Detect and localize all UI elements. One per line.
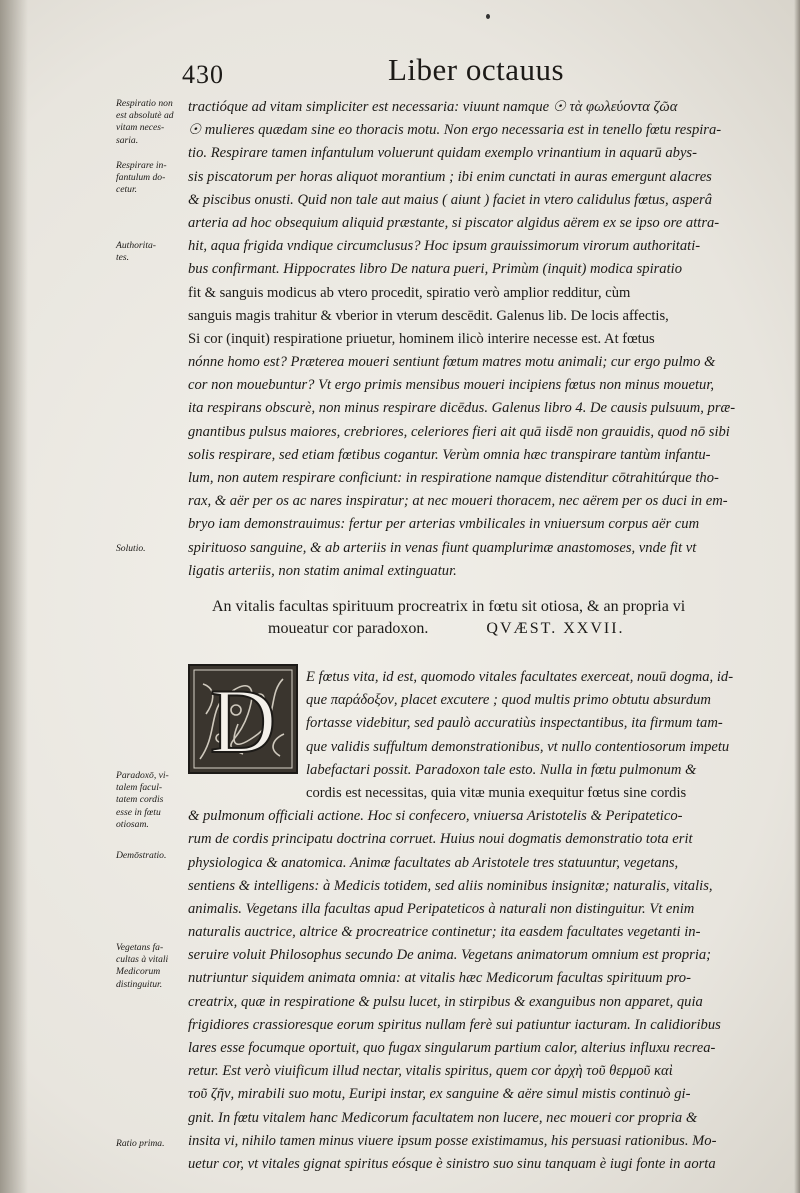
text-line: frigidiores crassioresque eorum spiritus nullam ferè sui patiuntur iacturam. In calidioribus (188, 1016, 721, 1033)
text-line: naturalis auctrice, altrice & procreatrice continetur; ita easdem facultates vegetanti in- (188, 924, 701, 941)
text-line: ligatis arteriis, non statim animal extinguatur. (188, 562, 457, 579)
sidenote-line: Medicorum (116, 966, 161, 978)
sidenote-line: vitam neces- (116, 122, 165, 134)
gutter-shadow (0, 0, 28, 1193)
sidenote-line: tatem cordis (116, 794, 164, 806)
sidenote-line: est absolutè ad (116, 110, 174, 122)
text-line: uetur cor, vt vitales gignat spiritus eósque è sinistro suo sinu tanquam è iugi fonte in aorta (188, 1155, 716, 1172)
sidenote-line: Ratio prima. (116, 1138, 165, 1149)
sidenote-line: talem facul- (116, 782, 163, 794)
text-line: retur. Est verò viuificum illud nectar, vitalis spiritus, quem cor ἀρχὴ τοῦ θερμοῦ καὶ (188, 1063, 673, 1080)
text-line: τοῦ ζῆν, mirabili suo motu, Euripi instar, ex sanguine & aëre simul mistis continuò gi- (188, 1086, 691, 1103)
text-line: sanguis magis trahitur & vberior in vterum descēdit. Galenus lib. De locis affectis, (188, 307, 669, 324)
text-line: que validis suffultum demonstrationibus, vt nullo contentiosorum impetu (306, 738, 730, 755)
text-line: animalis. Vegetans illa facultas apud Peripateticos à naturali non distinguitur. Vt enim (188, 900, 695, 917)
text-line: hit, aqua frigida vndique circumclusus? Hoc ipsum grauissimorum virorum authoritati- (188, 238, 701, 255)
text-line: creatrix, quæ in respiratione & pulsu lucet, in stirpibus & exanguibus non apparet, quia (188, 993, 703, 1010)
sidenote-line: Respirare in- (116, 160, 167, 171)
text-line: sentiens & intelligens: à Medicis totidem, sed aliis nominibus insignitæ; naturalis, vitalis, (188, 877, 713, 894)
text-line: que παράδοξον, placet excutere ; quod multis primo obtutu absurdum (306, 692, 711, 709)
text-line: gnantibus pulsus maiores, crebriores, celeriores fieri ait quā iisdē non grauidis, quod nō sibi (188, 423, 730, 440)
text-line: tractióque ad vitam simpliciter est necessaria: viuunt namque ☉ τὰ φωλεύοντα ζῶα (188, 99, 678, 115)
sidenote-paradoxon (116, 770, 184, 831)
text-line: ☉ mulieres quædam sine eo thoracis motu. Non ergo necessaria est in tenello fœtu respira- (188, 122, 722, 139)
sidenote-line: esse in fœtu (116, 806, 161, 818)
text-line: & pulmonum officiali actione. Hoc si confecero, vniuersa Aristotelis & Peripatetico- (188, 808, 683, 825)
sidenote-vegetans (116, 942, 184, 991)
section-2-text (188, 666, 788, 1176)
sidenote-line: tes. (116, 252, 130, 264)
text-line: solis respirare, sed etiam fœtibus cogantur. Verùm omnia hæc transpirare tantùm infantu- (188, 446, 711, 463)
text-line: cordis est necessitas, quia vitæ munia exequitur fœtus sine cordis (306, 784, 687, 801)
dropcap-letter: D (209, 670, 277, 772)
sidenote-line: Authorita- (116, 240, 156, 251)
text-line: physiologica & anatomica. Animæ facultates ab Aristotele tres statuuntur, vegetans, (188, 854, 679, 871)
sidenote-line: Respiratio non (116, 98, 173, 109)
text-line: bryo iam demonstrauimus: fertur per arterias vmbilicales in vniuersum corpus aër cum (188, 516, 700, 533)
text-line: ita respirans obscurè, non minus respirare dicēdus. Galenus libro 4. De causis pulsuum, præ- (188, 400, 736, 417)
text-line: rum de cordis principatu doctrina corruet. Huius noui dogmatis demonstratio tota erit (188, 831, 693, 848)
running-title: Liber octauus (388, 52, 565, 87)
question-heading (188, 596, 788, 640)
text-line: fortasse videbitur, sed paulò accuratiùs inspectantibus, ita firmum tam- (306, 715, 723, 732)
sidenote-demonstratio (116, 850, 184, 862)
text-line: tio. Respirare tamen infantulum voluerunt quidam exemplo vrinantium in aquarū abys- (188, 145, 697, 162)
sidenote-line: fantulum do- (116, 172, 166, 184)
page-number: 430 (182, 60, 224, 89)
section-1-text (188, 96, 788, 583)
text-line: cor non mouebuntur? Vt ergo primis mensibus moueri incipiens fœtus non minus mouetur, (188, 377, 715, 394)
page-edge-shadow (794, 0, 800, 1193)
text-line: nónne homo est? Præterea moueri sentiunt fœtum matres motu animali; cur ergo pulmo & (188, 354, 716, 371)
sidenote-line: otiosam. (116, 818, 149, 830)
sidenote-line: Vegetans fa- (116, 942, 164, 953)
sidenote-line: cultas à vitali (116, 954, 169, 966)
text-line: lum, non autem respirare conficiunt: in respiratione namque distenditur cōtrahitúrque tho- (188, 470, 719, 486)
text-line: seruire voluit Philosophus secundo De anima. Vegetans animatorum omnium est propria; (188, 947, 712, 964)
text-line: fit & sanguis modicus ab vtero procedit, spiratio verò amplior redditur, cùm (188, 284, 631, 301)
sidenote-respiratio (116, 98, 184, 147)
text-line: nutriuntur siquidem animata omnia: at vitalis hæc Medicorum facultas spirituum pro- (188, 970, 691, 987)
sidenote-line: Demōstratio. (116, 850, 167, 861)
sidenote-solutio (116, 543, 184, 555)
question-number: QVÆST. XXVII. (486, 620, 625, 637)
ink-spot (486, 14, 490, 19)
sidenote-respirare (116, 160, 184, 197)
text-line: sis piscatorum per horas aliquot morantium ; ibi enim cunctati in auras emergunt alacres (188, 168, 712, 185)
sidenote-line: Solutio. (116, 543, 146, 554)
question-title-line: moueatur cor paradoxon. (268, 620, 429, 637)
text-line: Si cor (inquit) respiratione priuetur, hominem ilicò interire necesse est. At fœtus (188, 330, 655, 347)
sidenote-ratio-prima (116, 1138, 184, 1150)
sidenote-line: distinguitur. (116, 978, 163, 990)
text-line: lares esse focumque oportuit, quo fugax singularum partium calor, alterius influxu recrea- (188, 1040, 716, 1056)
page-header (0, 52, 800, 98)
question-title-line: An vitalis facultas spirituum procreatrix in fœtu sit otiosa, & an propria vi (212, 598, 686, 615)
sidenote-line: Paradoxō, vi- (116, 770, 169, 781)
text-line: gnit. In fœtu vitalem hanc Medicorum facultatem non lucere, nec moueri cor propria & (188, 1109, 698, 1126)
sidenote-line: saria. (116, 134, 139, 146)
text-line: E fœtus vita, id est, quomodo vitales facultates exerceat, nouū dogma, id- (306, 669, 734, 685)
text-line: labefactari possit. Paradoxon tale esto. Nulla in fœtu pulmonum & (306, 761, 697, 778)
text-line: bus confirmant. Hippocrates libro De natura pueri, Primùm (inquit) modica spiratio (188, 261, 683, 278)
sidenote-line: cetur. (116, 184, 138, 196)
text-line: spirituoso sanguine, & ab arteriis in venas fiunt quamplurimæ anastomoses, vnde fit vt (188, 539, 697, 556)
sidenote-authoritates (116, 240, 184, 264)
text-line: rax, & aër per os ac nares inspiratur; at nec moueri thoracem, nec aërem per os duci in em- (188, 493, 728, 510)
text-line: & piscibus onusti. Quid non tale aut maius ( aiunt ) faciet in vtero calidulus fœtus, asperâ (188, 191, 712, 208)
text-line: arteria ad hoc obsequium aliquid præstante, si piscator algidus aërem ex se ipso ore attra- (188, 214, 720, 231)
text-line: insita vi, nihilo tamen minus viuere ipsum posse existimamus, his persuasi rationibus. Mo- (188, 1132, 717, 1149)
